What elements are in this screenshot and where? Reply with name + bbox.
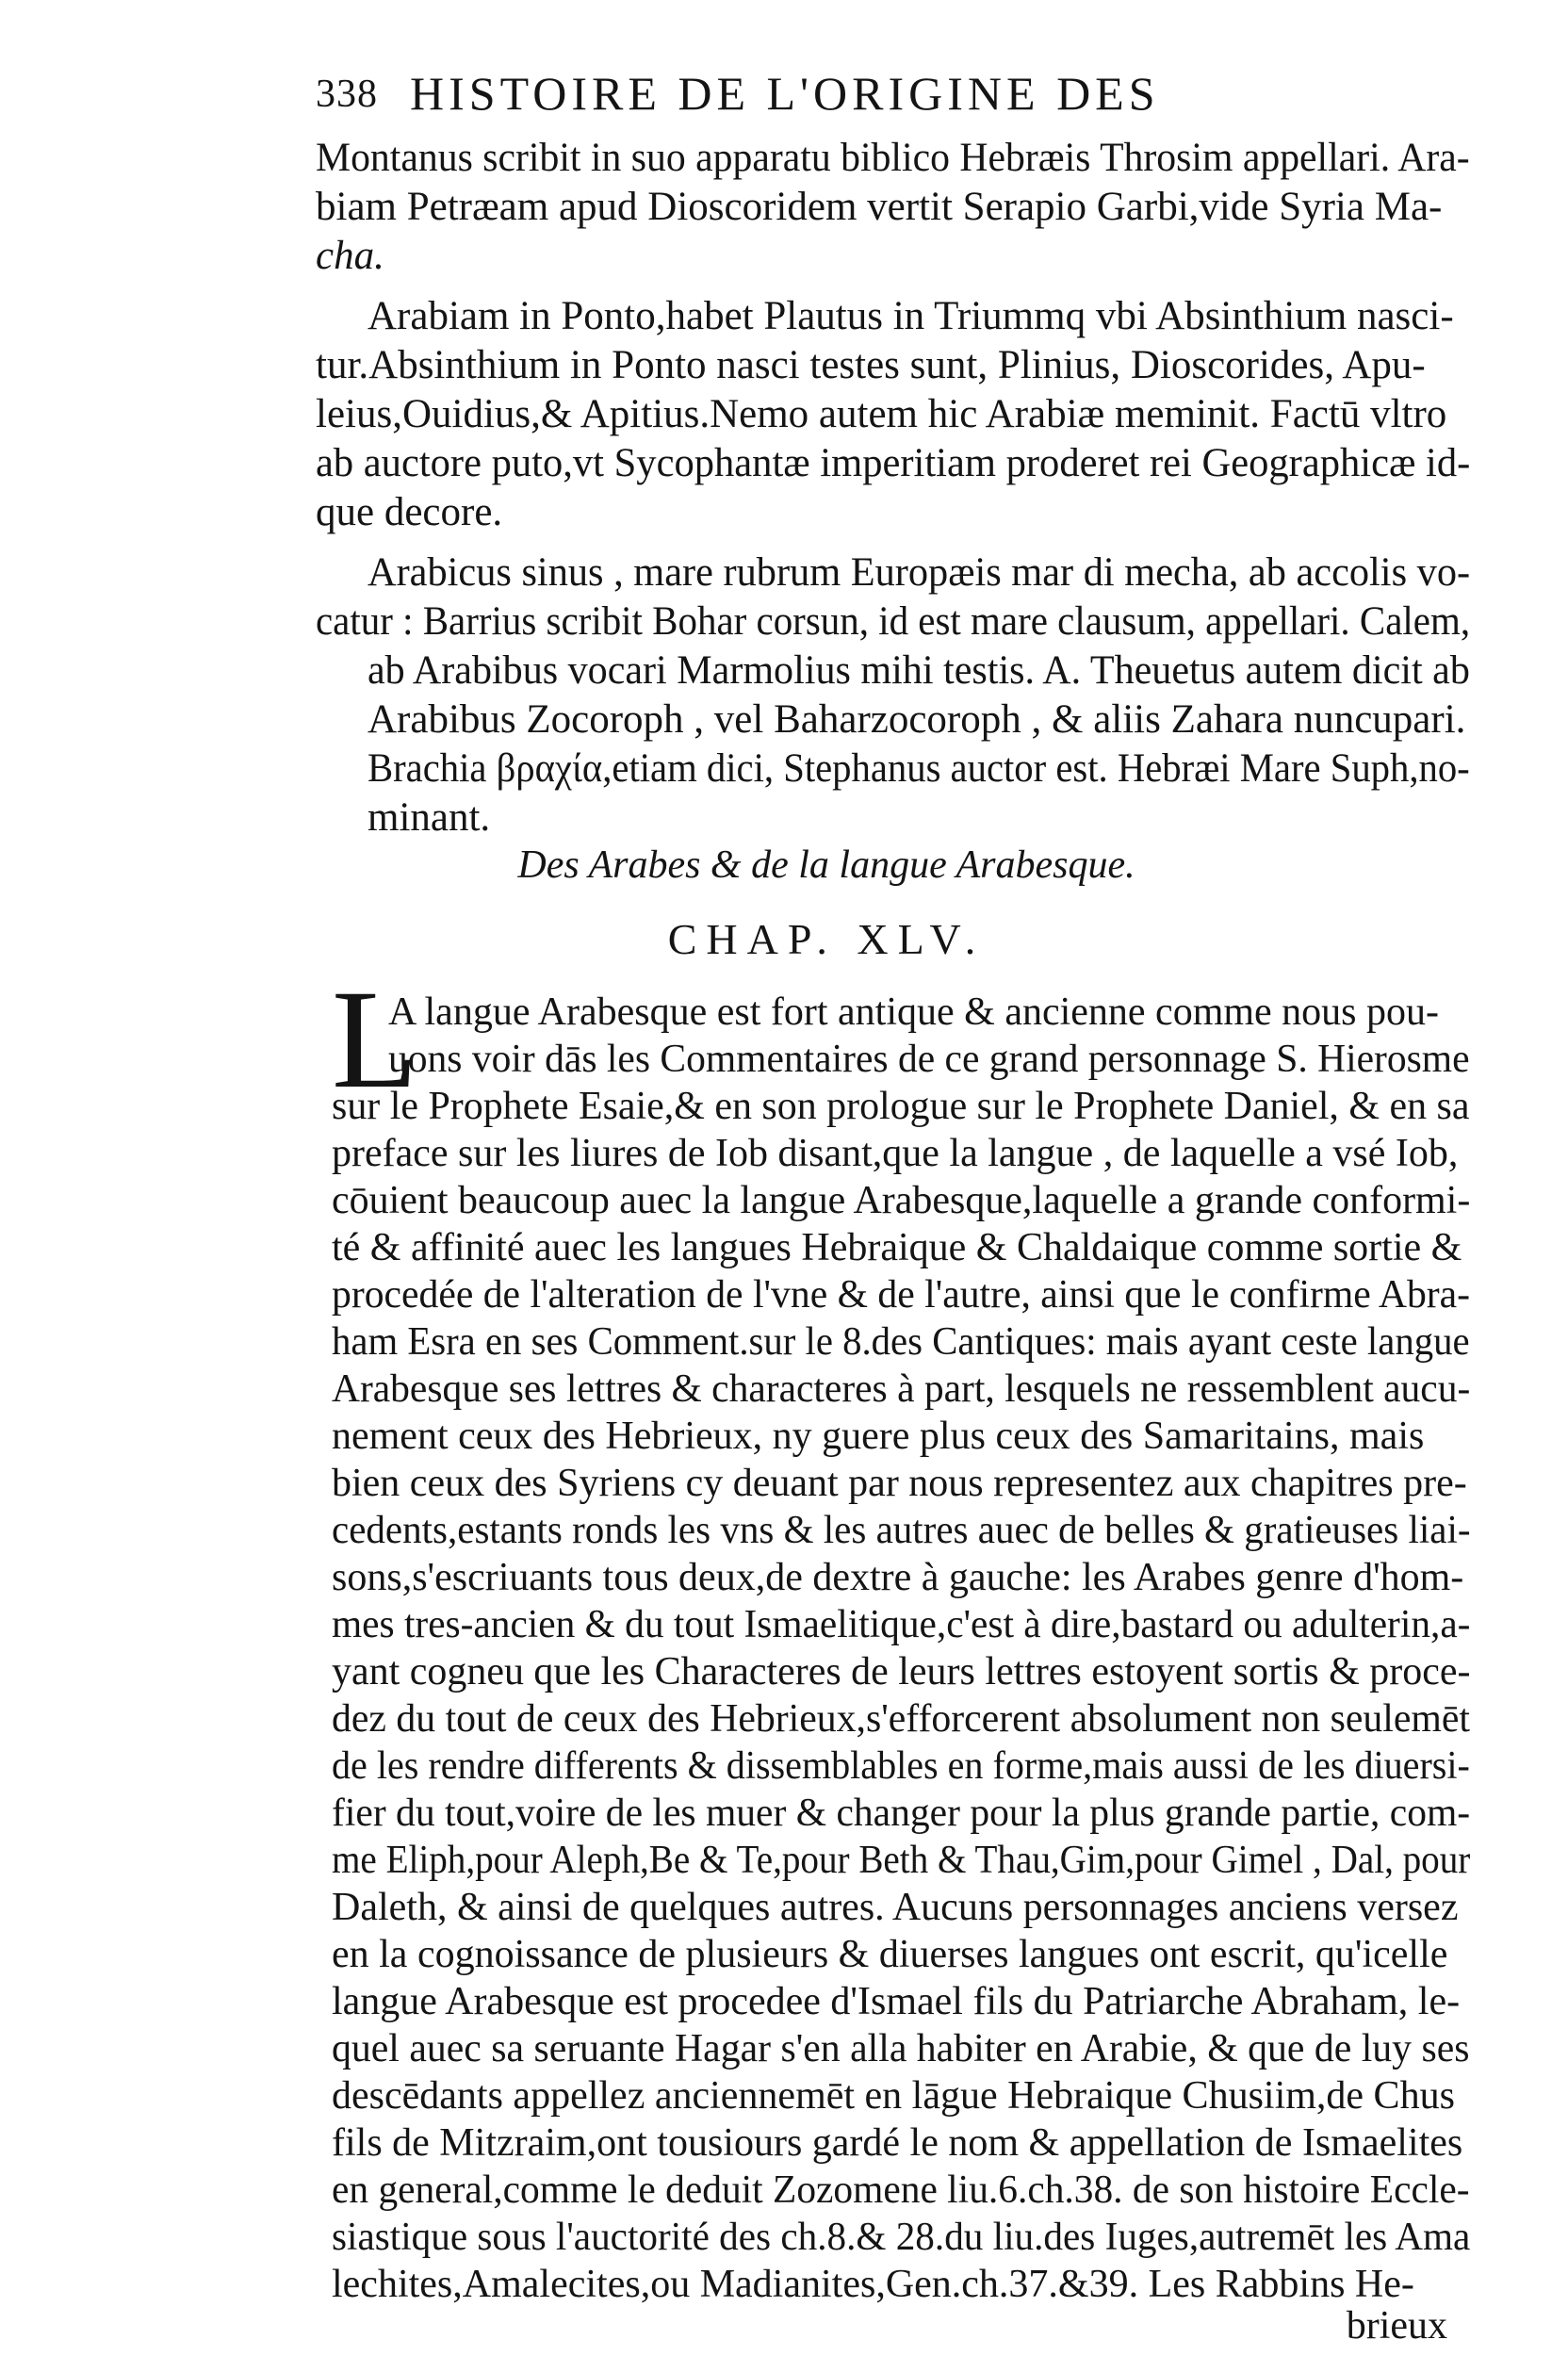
- entry-line: leius,Ouidius,& Apitius.Nemo autem hic Arabiæ meminit. Factū vltro: [316, 392, 1447, 436]
- body-line: bien ceux des Syriens cy deuant par nous representez aux chapitres pre-: [332, 1462, 1467, 1505]
- body-line: en la cognoissance de plusieurs & diuerses langues ont escrit, qu'icelle: [332, 1933, 1448, 1976]
- body-line: té & affinité auec les langues Hebraique & Chaldaique comme sortie &: [332, 1226, 1462, 1269]
- body-line: Arabesque ses lettres & characteres à part, lesquels ne ressemblent aucu-: [332, 1367, 1471, 1411]
- entry-line: Arabibus Zocoroph , vel Baharzocoroph , & aliis Zahara nuncupari.: [368, 697, 1466, 742]
- entry-line: catur : Barrius scribit Bohar corsun, id est mare clausum, appellari. Calem,: [316, 599, 1471, 644]
- entry-line: Brachia βραχία,etiam dici, Stephanus auctor est. Hebræi Mare Suph,no-: [368, 746, 1470, 791]
- body-line: lechites,Amalecites,ou Madianites,Gen.ch.37.&39. Les Rabbins He-: [332, 2263, 1414, 2306]
- body-line: fier du tout,voire de les muer & changer pour la plus grande partie, com-: [332, 1792, 1471, 1835]
- body-line: yant cogneu que les Characteres de leurs lettres estoyent sortis & proce-: [332, 1650, 1471, 1693]
- body-line: mes tres-ancien & du tout Ismaelitique,c'est à dire,bastard ou adulterin,a-: [332, 1603, 1471, 1646]
- running-title: HISTOIRE DE L'ORIGINE DES: [410, 67, 1160, 120]
- body-line: procedée de l'alteration de l'vne & de l'autre, ainsi que le confirme Abra-: [332, 1273, 1471, 1317]
- body-line: cōuient beaucoup auec la langue Arabesque,laquelle a grande conformi-: [332, 1179, 1471, 1222]
- body-line: nement ceux des Hebrieux, ny guere plus ceux des Samaritains, mais: [332, 1415, 1425, 1458]
- body-line: sons,s'escriuants tous deux,de dextre à gauche: les Arabes genre d'hom-: [332, 1556, 1464, 1599]
- catchword: brieux: [1346, 2304, 1447, 2348]
- body-line: langue Arabesque est procedee d'Ismael fils du Patriarche Abraham, le-: [332, 1980, 1461, 2023]
- body-line: uons voir dās les Commentaires de ce grand personnage S. Hierosme: [388, 1038, 1470, 1081]
- entry-line: biam Petræam apud Dioscoridem vertit Serapio Garbi,vide Syria Ma-: [316, 185, 1443, 229]
- page-number: 338: [316, 73, 378, 116]
- entry-line: tur.Absinthium in Ponto nasci testes sunt, Plinius, Dioscorides, Apu-: [316, 343, 1426, 387]
- body-line: A langue Arabesque est fort antique & ancienne comme nous pou-: [388, 990, 1440, 1034]
- body-line: siastique sous l'auctorité des ch.8.& 28.du liu.des Iuges,autremēt les Ama: [332, 2216, 1471, 2259]
- entry-line: Montanus scribit in suo apparatu biblico Hebræis Throsim appellari. Ara-: [316, 136, 1470, 180]
- section-title: Des Arabes & de la langue Arabesque.: [517, 843, 1135, 887]
- body-line: descēdants appellez anciennemēt en lāgue Hebraique Chusiim,de Chus: [332, 2074, 1455, 2118]
- entry-line: Arabiam in Ponto,habet Plautus in Triummq vbi Absinthium nasci-: [368, 294, 1454, 338]
- entry-line: que decore.: [316, 490, 503, 534]
- entry-line: ab Arabibus vocari Marmolius mihi testis. A. Theuetus autem dicit ab: [368, 648, 1470, 693]
- entry-line: ab auctore puto,vt Sycophantæ imperitiam proderet rei Geographicæ id-: [316, 441, 1471, 485]
- body-line: me Eliph,pour Aleph,Be & Te,pour Beth & Thau,Gim,pour Gimel , Dal, pour: [332, 1839, 1471, 1882]
- body-line: sur le Prophete Esaie,& en son prologue sur le Prophete Daniel, & en sa: [332, 1085, 1470, 1128]
- entry-line: minant.: [368, 795, 491, 840]
- entry-line: Arabicus sinus , mare rubrum Europæis mar di mecha, ab accolis vo-: [368, 550, 1471, 595]
- body-line: cedents,estants ronds les vns & les autres auec de belles & gratieuses liai-: [332, 1509, 1471, 1552]
- chapter-heading: CHAP. XLV.: [667, 915, 986, 963]
- body-line: Daleth, & ainsi de quelques autres. Aucuns personnages anciens versez: [332, 1886, 1459, 1929]
- body-line: de les rendre differents & dissemblables en forme,mais aussi de les diuersi-: [332, 1744, 1470, 1788]
- body-line: preface sur les liures de Iob disant,que la langue , de laquelle a vsé Iob,: [332, 1132, 1459, 1175]
- page-header: [316, 66, 1446, 132]
- body-line: dez du tout de ceux des Hebrieux,s'efforcerent absolument non seulemēt: [332, 1697, 1470, 1741]
- body-line: fils de Mitzraim,ont tousiours gardé le nom & appellation de Ismaelites: [332, 2121, 1463, 2165]
- body-line: ham Esra en ses Comment.sur le 8.des Cantiques: mais ayant ceste langue: [332, 1320, 1470, 1364]
- drop-cap: L: [332, 961, 418, 1118]
- body-line: quel auec sa seruante Hagar s'en alla habiter en Arabie, & que de luy ses: [332, 2027, 1470, 2070]
- entry-line: cha.: [316, 234, 384, 278]
- body-line: en general,comme le deduit Zozomene liu.6.ch.38. de son histoire Eccle-: [332, 2168, 1470, 2212]
